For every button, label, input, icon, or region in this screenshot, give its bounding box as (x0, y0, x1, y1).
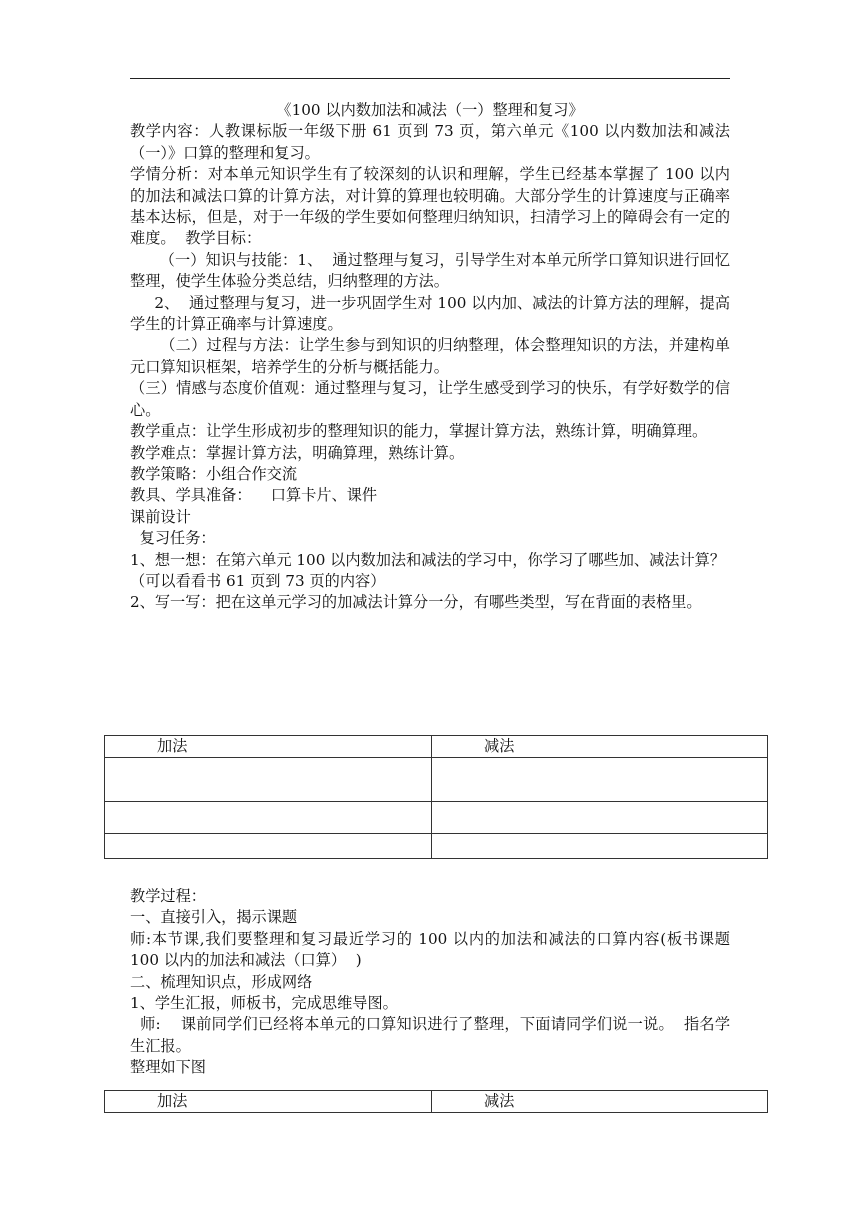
table-row (105, 1091, 768, 1113)
paragraph-step-one: 一、直接引入，揭示课题 (130, 908, 298, 927)
paragraph-key-points: 教学重点：让学生形成初步的整理知识的能力，掌握计算方法，熟练计算，明确算理。 (130, 422, 708, 441)
paragraph-organize-figure: 整理如下图 (130, 1058, 206, 1077)
document-body-bottom (130, 886, 750, 1079)
table-header-subtraction: 减法 (432, 1091, 768, 1113)
table-header-subtraction: 减法 (432, 736, 768, 758)
paragraph-student-report: 1、学生汇报，师板书，完成思维导图。 (130, 994, 398, 1013)
table-row (105, 758, 768, 802)
paragraph-process-heading: 教学过程： (130, 887, 206, 905)
table-header-addition: 加法 (105, 736, 432, 758)
paragraph-task-note: （可以看看书 61 页到 73 页的内容） (130, 571, 386, 590)
paragraph-teacher-prompt: 师: 课前同学们已经将本单元的口算知识进行了整理，下面请同学们说一说。 指名学生汇报。 (130, 1015, 731, 1055)
paragraph-teaching-content: 教学内容：人教课标版一年级下册 61 页到 73 页，第六单元《100 以内数加法和减法（一）》口算的整理和复习。 (130, 122, 730, 162)
paragraph-task-write: 2、写一写：把在这单元学习的加减法计算分一分，有哪些类型，写在背面的表格里。 (130, 593, 702, 612)
table-cell (105, 758, 432, 802)
table-header-addition: 加法 (105, 1091, 432, 1113)
header-rule (130, 78, 730, 79)
paragraph-pre-class-design: 课前设计 (130, 507, 191, 526)
paragraph-review-task: 复习任务： (130, 529, 216, 548)
paragraph-strategy: 教学策略：小组合作交流 (130, 464, 298, 483)
paragraph-student-analysis: 学情分析：对本单元知识学生有了较深刻的认识和理解，学生已经基本掌握了 100 以内的加法和减法口算的计算方法，对计算的算理也较明确。大部分学生的计算速度与正确率基本达标，但是，对于一年级的学生要如何整理归纳知识，扫清学习上的障碍会有一定的难度。 教学目标： (130, 165, 730, 248)
document-body-top (130, 100, 730, 614)
paragraph-difficulties: 教学难点：掌握计算方法，明确算理，熟练计算。 (130, 443, 465, 462)
table-cell (432, 802, 768, 834)
paragraph-step-two: 二、梳理知识点，形成网络 (130, 972, 313, 991)
table-row (105, 834, 768, 859)
document-title: 《100 以内数加法和减法（一）整理和复习》 (276, 101, 584, 119)
table-cell (105, 834, 432, 859)
review-table (104, 735, 768, 859)
paragraph-objective-knowledge: （一）知识与技能：1、 通过整理与复习，引导学生对本单元所学口算知识进行回忆整理，使学生体验分类总结，归纳整理的方法。 (130, 250, 731, 291)
table-row (105, 736, 768, 758)
paragraph-task-think: 1、想一想：在第六单元 100 以内数加法和减法的学习中，你学习了哪些加、减法计算？ (130, 550, 726, 569)
table-row (105, 802, 768, 834)
paragraph-teacher-intro: 师:本节课,我们要整理和复习最近学习的 100 以内的加法和减法的口算内容(板书课题 100 以内的加法和减法（口算） ) (130, 929, 750, 970)
table-cell (432, 758, 768, 802)
paragraph-materials: 教具、学具准备： 口算卡片、课件 (130, 486, 378, 505)
table-cell (105, 802, 432, 834)
table-cell (432, 834, 768, 859)
paragraph-objective-attitude: （三）情感与态度价值观：通过整理与复习，让学生感受到学习的快乐，有学好数学的信心。 (130, 379, 730, 419)
summary-table (104, 1090, 768, 1113)
paragraph-objective-process: （二）过程与方法：让学生参与到知识的归纳整理，体会整理知识的方法，并建构单元口算知识框架，培养学生的分析与概括能力。 (130, 336, 730, 376)
paragraph-objective-knowledge-2: 2、 通过整理与复习，进一步巩固学生对 100 以内加、减法的计算方法的理解，提高学生的计算正确率与计算速度。 (130, 293, 731, 334)
